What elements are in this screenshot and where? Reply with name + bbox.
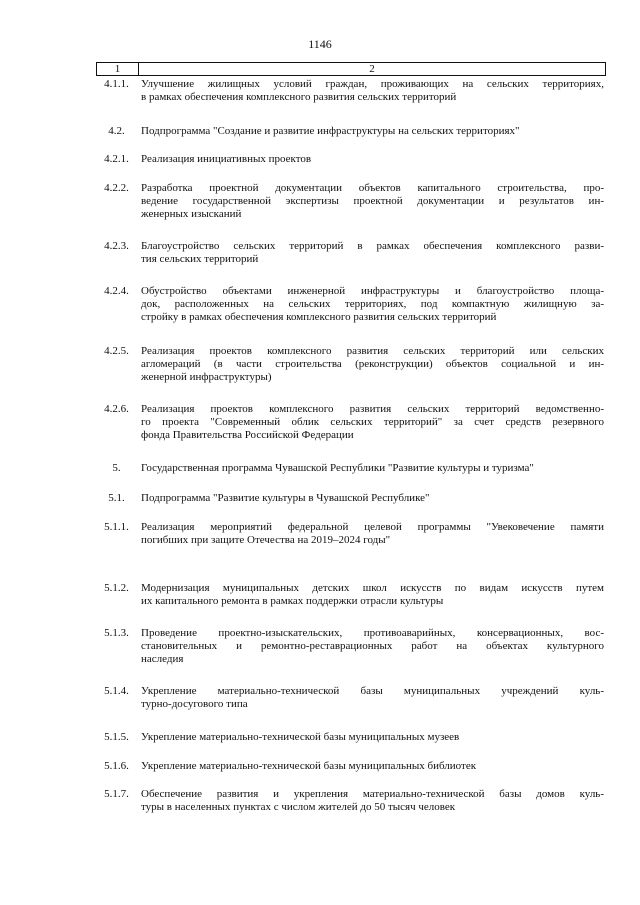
row-number: 4.2. xyxy=(108,125,125,137)
table-row xyxy=(96,521,604,547)
row-text xyxy=(137,627,604,666)
row-text-line: Разработка проектной документации объектов капитального строительства, про- xyxy=(141,182,604,194)
row-text-line: женерной инфраструктуры) xyxy=(141,371,272,383)
row-text-line: Модернизация муниципальных детских школ искусств по видам искусств путем xyxy=(141,582,604,594)
row-text-line: Укрепление материально-технической базы муниципальных библиотек xyxy=(141,760,477,772)
row-text xyxy=(137,788,604,814)
row-text-line: Обустройство объектами инженерной инфраструктуры и благоустройство площа- xyxy=(141,285,604,297)
page-number: 1146 xyxy=(308,37,332,51)
row-text-line: Подпрограмма "Создание и развитие инфраструктуры на сельских территориях" xyxy=(141,125,520,137)
row-text-line: тия сельских территорий xyxy=(141,253,259,265)
row-text-line: Реализация проектов комплексного развития сельских территорий ведомственно- xyxy=(141,403,604,415)
row-number: 4.2.4. xyxy=(104,285,129,297)
table-column-header xyxy=(96,62,606,76)
table-row xyxy=(96,731,604,744)
table-row xyxy=(96,760,604,773)
row-number: 4.2.5. xyxy=(104,345,129,357)
row-text-line: фонда Правительства Российской Федерации xyxy=(141,429,354,441)
column-2-header: 2 xyxy=(369,63,375,75)
table-row xyxy=(96,788,604,814)
row-text xyxy=(137,345,604,384)
row-text-line: Обеспечение развития и укрепления материально-технической базы домов куль- xyxy=(141,788,604,800)
table-row xyxy=(96,182,604,221)
row-text-line: женерных изысканий xyxy=(141,208,242,220)
row-text xyxy=(137,492,604,505)
row-number: 4.2.3. xyxy=(104,240,129,252)
table-row xyxy=(96,627,604,666)
row-number: 5.1.4. xyxy=(104,685,129,697)
table-row xyxy=(96,125,604,138)
row-text xyxy=(137,685,604,711)
table-row xyxy=(96,462,604,475)
column-1-header: 1 xyxy=(97,63,139,75)
row-text-line: в рамках обеспечения комплексного развития сельских территорий xyxy=(141,91,457,103)
row-text xyxy=(137,125,604,138)
row-text-line: Реализация мероприятий федеральной целевой программы "Увековечение памяти xyxy=(141,521,604,533)
row-number: 5.1.5. xyxy=(104,731,129,743)
row-text xyxy=(137,760,604,773)
row-text-line: Укрепление материально-технической базы муниципальных музеев xyxy=(141,731,460,743)
row-text xyxy=(137,153,604,166)
row-text-line: их капитального ремонта в рамках поддержки отрасли культуры xyxy=(141,595,444,607)
row-number: 5.1.7. xyxy=(104,788,129,800)
row-number: 5.1.2. xyxy=(104,582,129,594)
table-row xyxy=(96,582,604,608)
row-text-line: Реализация инициативных проектов xyxy=(141,153,312,165)
row-text-line: турно-досугового типа xyxy=(141,698,248,710)
row-text-line: стройку в рамках обеспечения комплексного развития сельских территорий xyxy=(141,311,497,323)
row-number: 5.1. xyxy=(108,492,125,504)
row-text-line: становительных и ремонтно-реставрационных работ на объектах культурного xyxy=(141,640,604,652)
row-text-line: го проекта "Современный облик сельских территорий" за счет средств резервного xyxy=(141,416,604,428)
row-number: 4.1.1. xyxy=(104,78,129,90)
table-row xyxy=(96,492,604,505)
row-text-line: ведение государственной экспертизы проектной документации и результатов ин- xyxy=(141,195,604,207)
table-row xyxy=(96,285,604,324)
row-text xyxy=(137,582,604,608)
row-number: 4.2.2. xyxy=(104,182,129,194)
row-text xyxy=(137,403,604,442)
table-row xyxy=(96,153,604,166)
table-row xyxy=(96,345,604,384)
row-text-line: Укрепление материально-технической базы муниципальных учреждений куль- xyxy=(141,685,604,697)
row-text-line: Благоустройство сельских территорий в рамках обеспечения комплексного разви- xyxy=(141,240,604,252)
row-number: 4.2.1. xyxy=(104,153,129,165)
row-text xyxy=(137,521,604,547)
row-number: 5.1.1. xyxy=(104,521,129,533)
row-text xyxy=(137,462,604,475)
table-row xyxy=(96,240,604,266)
table-row xyxy=(96,403,604,442)
row-text-line: Проведение проектно-изыскательских, противоаварийных, консервационных, вос- xyxy=(141,627,604,639)
row-text xyxy=(137,78,604,104)
row-text-line: Улучшение жилищных условий граждан, проживающих на сельских территориях, xyxy=(141,78,604,90)
row-text-line: агломераций (в части строительства (реконструкции) объектов социальной и ин- xyxy=(141,358,604,370)
row-text xyxy=(137,731,604,744)
row-text-line: Государственная программа Чувашской Республики "Развитие культуры и туризма" xyxy=(141,462,534,474)
table-row xyxy=(96,78,604,104)
row-number: 5.1.3. xyxy=(104,627,129,639)
row-number: 5. xyxy=(112,462,121,474)
row-text xyxy=(137,182,604,221)
row-text-line: Реализация проектов комплексного развития сельских территорий или сельских xyxy=(141,345,604,357)
row-text xyxy=(137,240,604,266)
row-text-line: Подпрограмма "Развитие культуры в Чувашской Республике" xyxy=(141,492,430,504)
row-text-line: погибших при защите Отечества на 2019–2024 годы" xyxy=(141,534,391,546)
row-text-line: наследия xyxy=(141,653,184,665)
row-number: 5.1.6. xyxy=(104,760,129,772)
row-number: 4.2.6. xyxy=(104,403,129,415)
row-text-line: туры в населенных пунктах с числом жителей до 50 тысяч человек xyxy=(141,801,456,813)
table-row xyxy=(96,685,604,711)
row-text xyxy=(137,285,604,324)
row-text-line: док, расположенных на сельских территориях, под компактную жилищную за- xyxy=(141,298,604,310)
